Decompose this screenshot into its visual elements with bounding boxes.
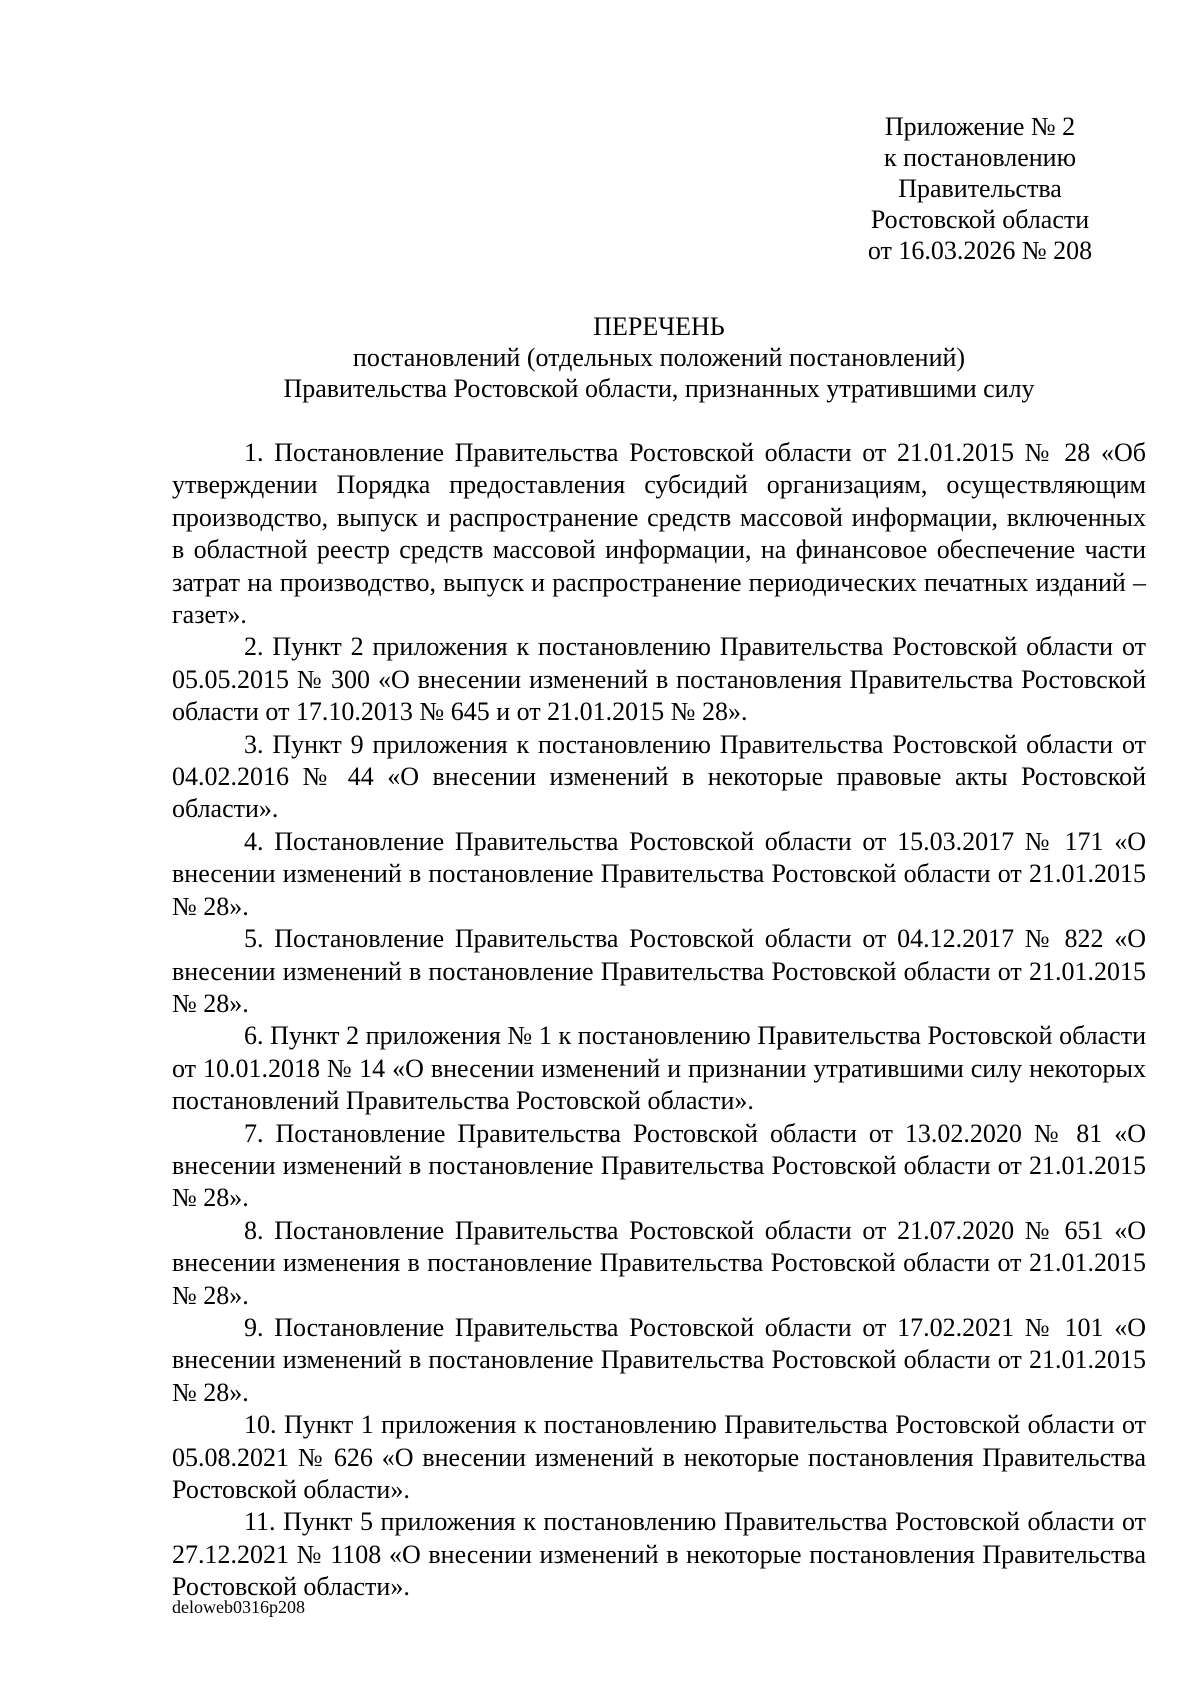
list-item: 9. Постановление Правительства Ростовской области от 17.02.2021 № 101 «О внесении изменений в постановление Правительства Ростовской области от 21.01.2015 № 28». <box>172 1312 1146 1407</box>
list-item: 11. Пункт 5 приложения к постановлению Правительства Ростовской области от 27.12.2021 № 1108 «О внесении изменений в некоторые постановления Правительства Ростовской области». <box>172 1507 1146 1602</box>
annex-line: от 16.03.2026 № 208 <box>867 236 1093 265</box>
document-subtitle: Правительства Ростовской области, признанных утратившими силу <box>283 374 1035 403</box>
list-item: 3. Пункт 9 приложения к постановлению Правительства Ростовской области от 04.02.2016 № 44 «О внесении изменений в некоторые правовые акты Ростовской области». <box>172 729 1146 824</box>
list-item: 2. Пункт 2 приложения к постановлению Правительства Ростовской области от 05.05.2015 № 300 «О внесении изменений в постановления Правительства Ростовской области от 17.10.2013 № 645 и от 21.01.2015 № 28». <box>172 632 1146 727</box>
annex-line: к постановлению <box>883 143 1077 172</box>
annex-block <box>820 111 1140 266</box>
list-item: 10. Пункт 1 приложения к постановлению Правительства Ростовской области от 05.08.2021 № 626 «О внесении изменений в некоторые постановления Правительства Ростовской области». <box>172 1410 1146 1504</box>
repealed-acts-list <box>172 437 1146 1604</box>
document-title: ПЕРЕЧЕНЬ <box>593 312 725 341</box>
annex-line: Приложение № 2 <box>884 112 1076 141</box>
list-item: 5. Постановление Правительства Ростовской области от 04.12.2017 № 822 «О внесении изменений в постановление Правительства Ростовской области от 21.01.2015 № 28». <box>172 924 1146 1018</box>
list-item: 4. Постановление Правительства Ростовской области от 15.03.2017 № 171 «О внесении изменений в постановление Правительства Ростовской области от 21.01.2015 № 28». <box>172 826 1146 921</box>
document-subtitle: постановлений (отдельных положений постановлений) <box>352 343 966 372</box>
list-item: 8. Постановление Правительства Ростовской области от 21.07.2020 № 651 «О внесении изменения в постановление Правительства Ростовской области от 21.01.2015 № 28». <box>172 1215 1146 1310</box>
list-item: 1. Постановление Правительства Ростовской области от 21.01.2015 № 28 «Об утверждении Порядка предоставления субсидий организациям, осуществляющим производство, выпуск и распространение средств массовой информации, включенных в областной реестр средств массовой информации, на финансовое обеспечение части затрат на производство, выпуск и распространение периодических печатных изданий – газет». <box>172 438 1146 630</box>
list-item: 7. Постановление Правительства Ростовской области от 13.02.2020 № 81 «О внесении изменений в постановление Правительства Ростовской области от 21.01.2015 № 28». <box>172 1118 1146 1213</box>
annex-line: Ростовской области <box>870 205 1090 234</box>
document-heading <box>172 311 1146 404</box>
list-item: 6. Пункт 2 приложения № 1 к постановлению Правительства Ростовской области от 10.01.2018 № 14 «О внесении изменений и признании утратившими силу некоторых постановлений Правительства Ростовской области». <box>172 1021 1146 1116</box>
annex-line: Правительства <box>898 174 1062 203</box>
document-code: deloweb0316p208 <box>172 1597 305 1617</box>
